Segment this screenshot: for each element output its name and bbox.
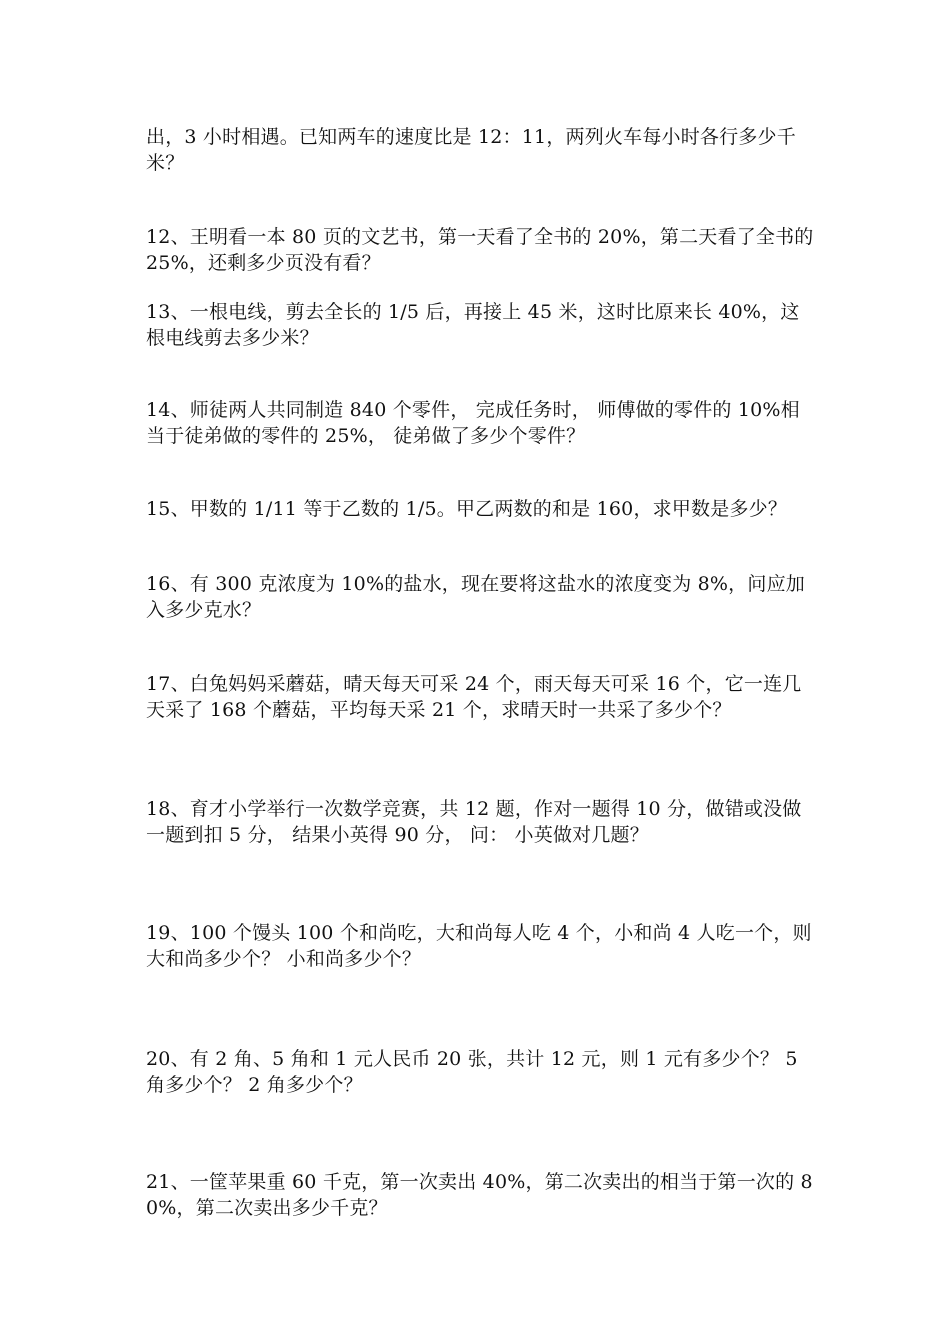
problem-14: 14、师徒两人共同制造 840 个零件， 完成任务时， 师傅做的零件的 10%相当于徒弟做的零件的 25%， 徒弟做了多少个零件？: [146, 399, 800, 447]
problem-19: 19、100 个馒头 100 个和尚吃，大和尚每人吃 4 个，小和尚 4 人吃一个，则大和尚多少个？ 小和尚多少个？: [146, 922, 812, 970]
problem-11-continuation: 出，3 小时相遇。已知两车的速度比是 12：11，两列火车每小时各行多少千米？: [146, 126, 796, 174]
problem-21: 21、一筐苹果重 60 千克，第一次卖出 40%，第二次卖出的相当于第一次的 80%，第二次卖出多少千克？: [146, 1171, 813, 1219]
problem-20: 20、有 2 角、5 角和 1 元人民币 20 张，共计 12 元，则 1 元有多少个？ 5 角多少个？ 2 角多少个？: [146, 1048, 798, 1096]
problem-17: 17、白兔妈妈采蘑菇，晴天每天可采 24 个，雨天每天可采 16 个，它一连几天采了 168 个蘑菇，平均每天采 21 个，求晴天时一共采了多少个？: [146, 673, 802, 721]
problem-15: 15、甲数的 1/11 等于乙数的 1/5。甲乙两数的和是 160，求甲数是多少？: [146, 498, 788, 520]
problem-18: 18、育才小学举行一次数学竞赛，共 12 题，作对一题得 10 分，做错或没做一题到扣 5 分， 结果小英得 90 分， 问： 小英做对几题？: [146, 798, 802, 846]
problem-12: 12、王明看一本 80 页的文艺书，第一天看了全书的 20%，第二天看了全书的 25%，还剩多少页没有看？: [146, 226, 814, 274]
problem-13: 13、一根电线，剪去全长的 1/5 后，再接上 45 米，这时比原来长 40%，这根电线剪去多少米？: [146, 301, 800, 349]
problem-16: 16、有 300 克浓度为 10%的盐水，现在要将这盐水的浓度变为 8%，问应加入多少克水？: [146, 573, 805, 621]
